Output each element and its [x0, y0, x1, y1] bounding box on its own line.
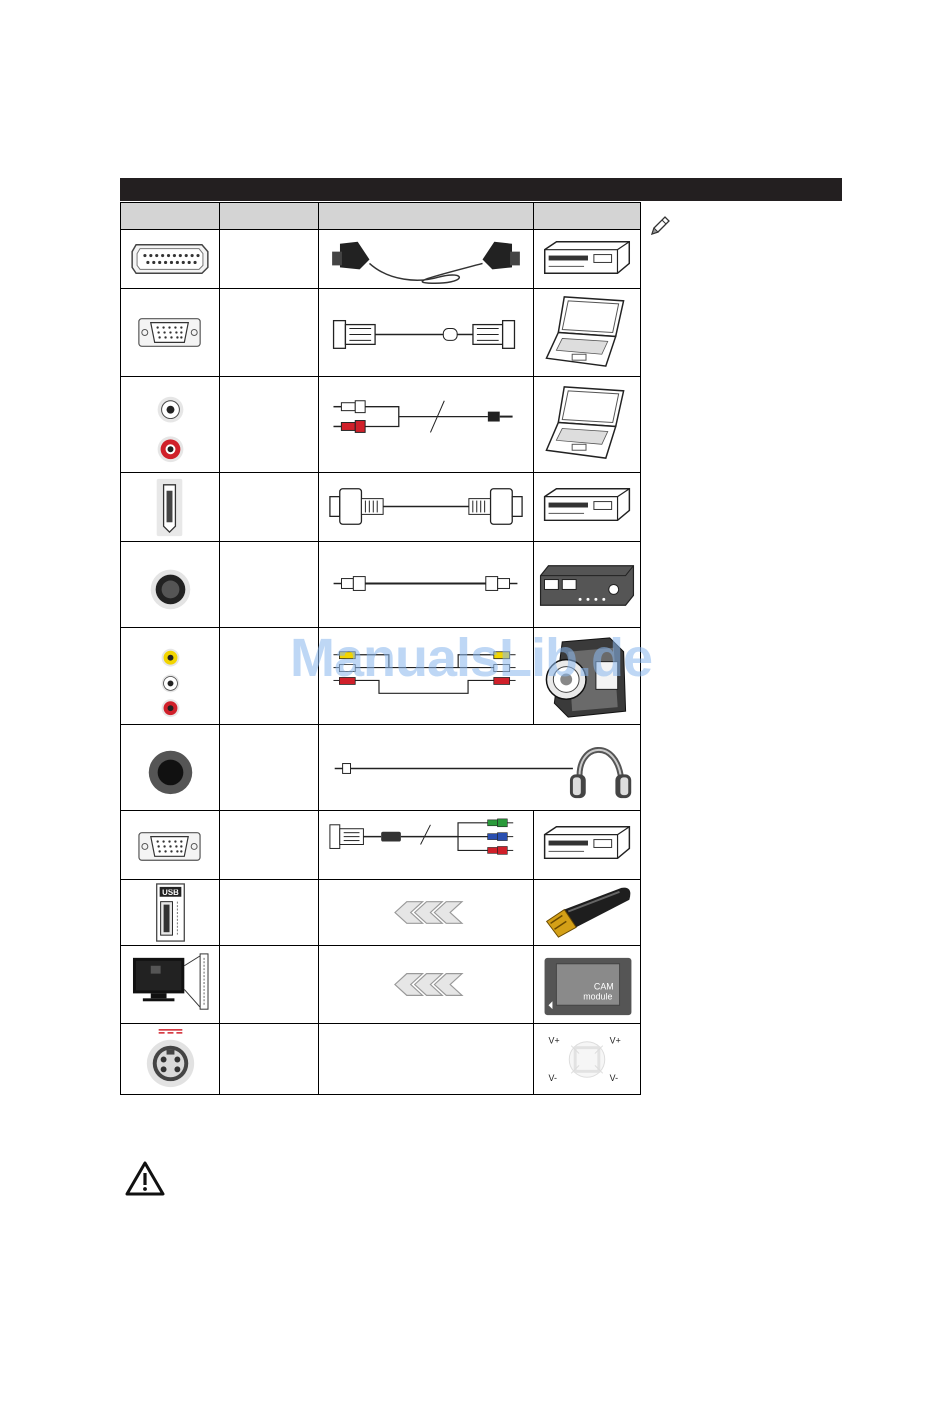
scart-socket-icon [121, 230, 219, 288]
headphones-with-cable-icon [319, 725, 640, 810]
scart-socket-cell [121, 230, 220, 288]
scart-cable-cell [319, 230, 534, 288]
headphone-socket-cell [121, 725, 220, 810]
section-title-bar [120, 178, 842, 201]
vga-cable-cell [319, 289, 534, 376]
table-row-vga [120, 289, 641, 377]
insert-arrows-icon [319, 946, 533, 1023]
table-row-spdif [120, 542, 641, 628]
pencil-note-icon [648, 214, 672, 238]
table-row-ci [120, 946, 641, 1024]
pc-audio-socket-cell [121, 377, 220, 472]
headphone-jack-icon [121, 725, 219, 810]
vga-socket-icon [121, 811, 219, 879]
table-row-usb [120, 880, 641, 946]
ci-device-cell [534, 946, 640, 1023]
recorder-icon [534, 473, 640, 541]
ci-arrow-cell [319, 946, 534, 1023]
pin-label-vminus-right: V- [609, 1073, 619, 1084]
hdmi-type-cell [220, 473, 319, 541]
pc-audio-cable-cell [319, 377, 534, 472]
power-socket-cell [121, 1024, 220, 1094]
amplifier-icon [534, 542, 640, 627]
table-row-pc-audio [120, 377, 641, 473]
usb-arrow-cell [319, 880, 534, 945]
vga-device-cell [534, 289, 640, 376]
usb-device-cell [534, 880, 640, 945]
ypbpr-cable-cell [319, 811, 534, 879]
table-row-ypbpr [120, 811, 641, 880]
spdif-device-cell [534, 542, 640, 627]
tv-ci-slot-icon [121, 946, 219, 1023]
hdmi-cable-icon [319, 473, 533, 541]
pin-label-vplus-left: V+ [548, 1035, 560, 1046]
ypbpr-type-cell [220, 811, 319, 879]
header-cell-cables [318, 202, 534, 230]
pc-audio-type-cell [220, 377, 319, 472]
coaxial-socket-icon [121, 542, 219, 627]
pc-audio-device-cell [534, 377, 640, 472]
watermark-text: ManualsLib.de [290, 628, 653, 688]
pin-label-vplus-right: V+ [609, 1035, 621, 1046]
ypbpr-device-cell [534, 811, 640, 879]
vga-socket-icon [121, 289, 219, 376]
recorder-icon [534, 811, 640, 879]
hdmi-socket-cell [121, 473, 220, 541]
table-row-scart [120, 230, 641, 289]
rca-white-red-sockets-icon [121, 377, 219, 472]
usb-port-label: USB [162, 888, 179, 898]
vga-socket-cell [121, 289, 220, 376]
power-cable-cell [319, 1024, 534, 1094]
usb-socket-cell [121, 880, 220, 945]
hdmi-device-cell [534, 473, 640, 541]
headphone-type-cell [220, 725, 319, 810]
power-type-cell [220, 1024, 319, 1094]
power-din-socket-icon [121, 1024, 219, 1094]
usb-type-cell [220, 880, 319, 945]
av-socket-cell [121, 628, 220, 724]
spdif-type-cell [220, 542, 319, 627]
hdmi-cable-cell [319, 473, 534, 541]
insert-arrows-icon [319, 880, 533, 945]
table-row-headphone [120, 725, 641, 811]
audio-y-cable-icon [319, 377, 533, 472]
power-device-cell [534, 1024, 640, 1094]
usb-stick-icon [534, 880, 640, 945]
scart-cable-icon [319, 230, 533, 288]
ci-type-cell [220, 946, 319, 1023]
headphone-cable-device-cell [319, 725, 640, 810]
header-cell-connector [120, 202, 220, 230]
spdif-cable-cell [319, 542, 534, 627]
pin-label-vminus-left: V- [548, 1073, 557, 1084]
table-row-hdmi [120, 473, 641, 542]
laptop-icon [534, 377, 640, 472]
coaxial-cable-icon [319, 542, 533, 627]
ci-slot-cell [121, 946, 220, 1023]
scart-type-cell [220, 230, 319, 288]
cam-module-icon [534, 946, 640, 1023]
vga-cable-icon [319, 289, 533, 376]
usb-port-icon [121, 880, 219, 945]
table-row-power [120, 1024, 641, 1095]
warning-triangle-icon [124, 1160, 166, 1198]
header-cell-type [219, 202, 319, 230]
vga-to-component-cable-icon [319, 811, 533, 879]
ypbpr-socket-cell [121, 811, 220, 879]
hdmi-socket-icon [121, 473, 219, 541]
cam-label-line2: module [583, 991, 613, 1002]
rca-yellow-white-red-sockets-icon [121, 628, 219, 724]
laptop-icon [534, 289, 640, 376]
recorder-icon [534, 230, 640, 288]
cam-label-line1: CAM [593, 981, 614, 992]
header-cell-device [533, 202, 641, 230]
spdif-socket-cell [121, 542, 220, 627]
scart-device-cell [534, 230, 640, 288]
power-pinout-icon [534, 1024, 640, 1094]
vga-type-cell [220, 289, 319, 376]
